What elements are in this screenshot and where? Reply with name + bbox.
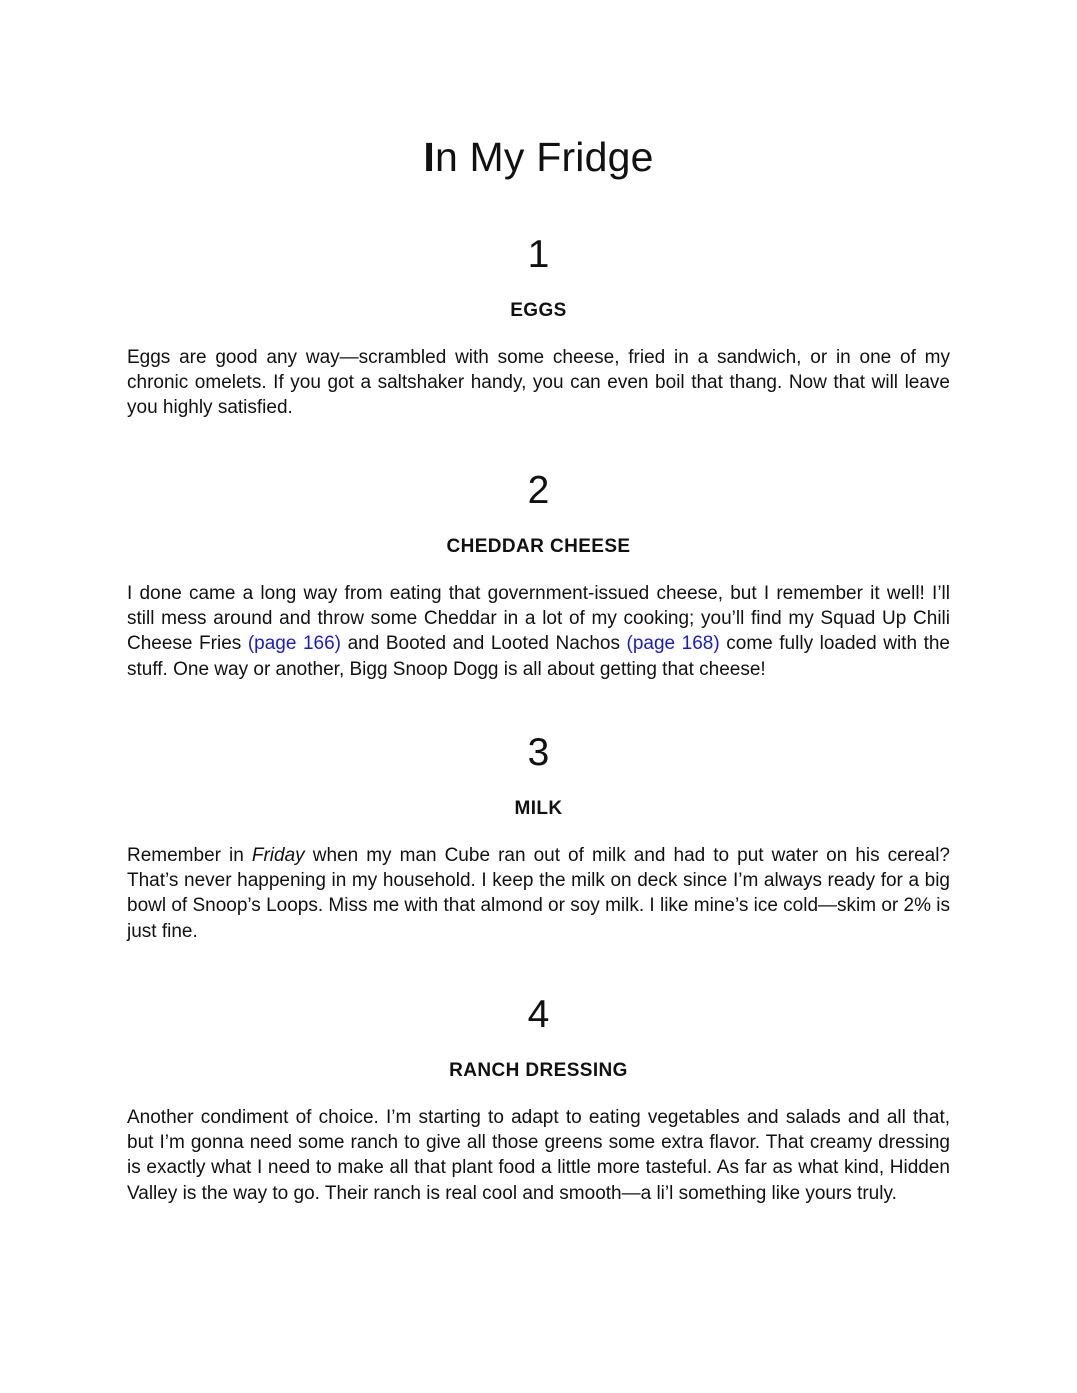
section-number: 2	[527, 469, 550, 512]
section-cheddar-cheese	[127, 468, 950, 682]
section-heading: RANCH DRESSING	[449, 1060, 628, 1081]
page-link-168[interactable]: (page 168)	[626, 633, 720, 655]
section-heading: CHEDDAR CHEESE	[446, 536, 631, 557]
title-rest: n My Fridge	[434, 134, 654, 180]
title-dropcap: I	[423, 134, 435, 180]
section-heading: MILK	[514, 798, 563, 819]
section-number: 1	[527, 233, 550, 276]
section-number: 4	[527, 993, 550, 1036]
body-text: I done came a long way from eating that government-issued cheese, but I remember it well! I’ll still mess around and throw some Cheddar in a lot of my cooking; you’ll find my Squad Up Chili Cheese Fries	[127, 583, 950, 655]
section-number: 3	[527, 731, 550, 774]
section-eggs	[127, 232, 950, 421]
page-title	[0, 131, 1077, 183]
section-milk	[127, 730, 950, 944]
body-text: and Booted and Looted Nachos	[341, 633, 627, 655]
section-ranch-dressing	[127, 992, 950, 1206]
body-text: come fully loaded with the stuff. One way or another, Bigg Snoop Dogg is all about getting that cheese!	[127, 633, 950, 680]
section-body: Another condiment of choice. I’m starting to adapt to eating vegetables and salads and all that, but I’m gonna need some ranch to give all those greens some extra flavor. That creamy dressing is exactly what I need to make all that plant food a little more tasteful. As far as what kind, Hidden Valley is the way to go. Their ranch is real cool and smooth—a li’l something like yours truly.	[127, 1107, 950, 1204]
section-heading: EGGS	[510, 300, 567, 321]
body-text: Remember in	[127, 845, 252, 866]
section-body	[127, 843, 950, 944]
section-body	[127, 581, 950, 682]
movie-title: Friday	[251, 845, 305, 866]
page-link-166[interactable]: (page 166)	[247, 633, 342, 655]
section-body: Eggs are good any way—scrambled with some cheese, fried in a sandwich, or in one of my chronic omelets. If you got a saltshaker handy, you can even boil that thang. Now that will leave you highly satisfied.	[127, 347, 950, 419]
body-text: when my man Cube ran out of milk and had to put water on his cereal? That’s never happening in my household. I keep the milk on deck since I’m always ready for a big bowl of Snoop’s Loops. Miss me with that almond or soy milk. I like mine’s ice cold—skim or 2% is just fine.	[127, 845, 950, 942]
